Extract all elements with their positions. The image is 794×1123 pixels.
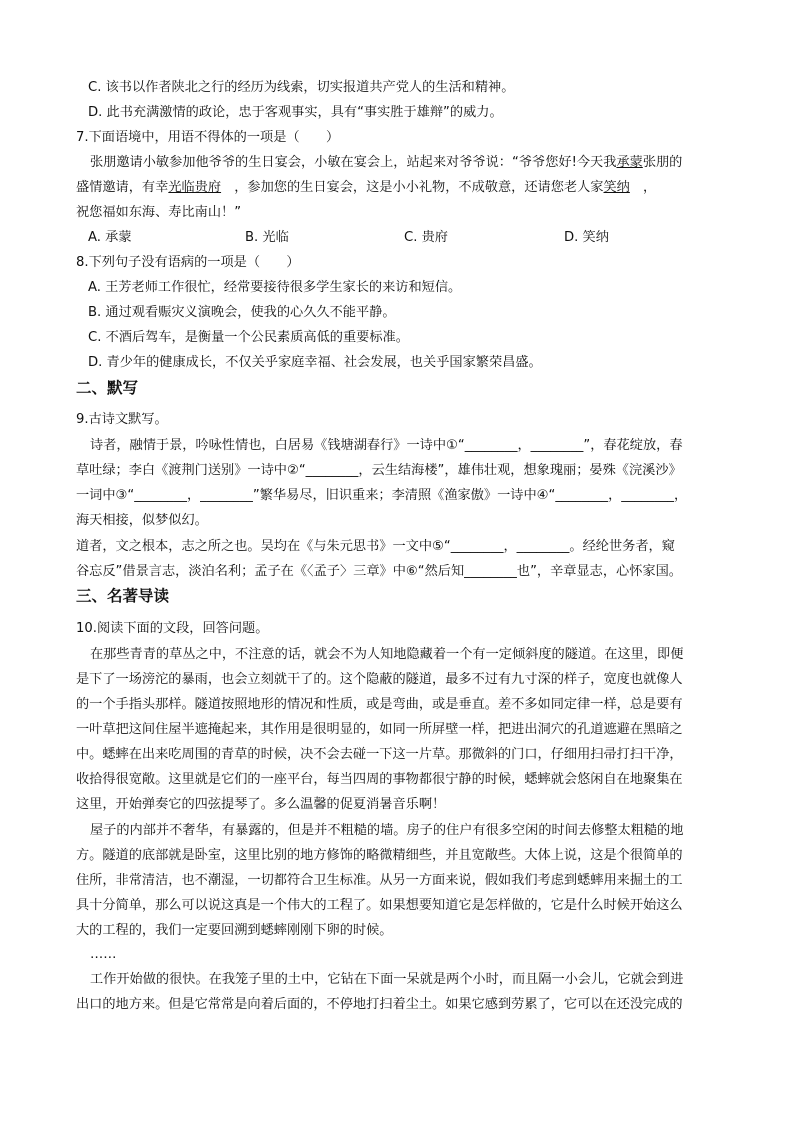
passage-line: 工作开始做的很快。在我笼子里的土中，它钻在下面一呆就是两个小时，而且隔一小会儿，它就会到进 bbox=[90, 972, 684, 987]
q8-option-a: A. 王芳老师工作很忙，经常要接待很多学生家长的来访和短信。 bbox=[88, 280, 462, 295]
passage-ellipsis: …… bbox=[90, 947, 117, 962]
passage-line: 在那些青青的草丛之中，不注意的话，就会不为人知地隐藏着一个有一定倾斜度的隧道。在这里，即便 bbox=[90, 647, 684, 662]
q6-option-c: C. 该书以作者陕北之行的经历为线索，切实报道共产党人的生活和精神。 bbox=[88, 80, 515, 95]
q7-underlined-word: 笑纳 bbox=[603, 180, 630, 195]
q9-text-line: 道者，文之根本，志之所之也。吴均在《与朱元思书》一文中⑤“________，________。经纶世务者，窥 bbox=[76, 539, 675, 554]
q9-text-line: 诗者，融情于景，吟咏性情也，白居易《钱塘湖春行》一诗中①“________，________”，春花绽放，春 bbox=[90, 438, 683, 453]
q9-text-line: 一词中③“________，________”繁华易尽，旧识重来；李清照《渔家傲》一诗中④“________，________， bbox=[76, 488, 688, 503]
q7-context-text: ， bbox=[629, 180, 657, 195]
q7-context-text: 张朋邀请小敏参加他爷爷的生日宴会，小敏在宴会上，站起来对爷爷说：“爷爷您好!今天我 bbox=[90, 155, 617, 170]
q9-text-line: 谷忘反”借景言志，淡泊名利；孟子在《〈孟子〉三章》中⑥“然后知________也”，辛章显志，心怀家国。 bbox=[76, 564, 682, 579]
passage-line: 具十分简单，那么可以说这真是一个伟大的工程了。如果想要知道它是怎样做的，它是什么时候开始这么 bbox=[76, 898, 683, 913]
q7-context-line-3: 祝您福如东海、寿比南山！” bbox=[76, 205, 242, 220]
q8-option-d: D. 青少年的健康成长，不仅关乎家庭幸福、社会发展，也关乎国家繁荣昌盛。 bbox=[88, 355, 542, 370]
q7-context-text: 盛情邀请，有幸 bbox=[76, 180, 169, 195]
q7-underlined-word: 承蒙 bbox=[616, 155, 643, 170]
q10-stem: 10.阅读下面的文段，回答问题。 bbox=[76, 621, 269, 636]
q8-stem: 8.下列句子没有语病的一项是（ ） bbox=[76, 255, 300, 270]
q7-stem: 7.下面语境中，用语不得体的一项是（ ） bbox=[76, 130, 340, 145]
q7-underlined-word: 光临贵府 bbox=[168, 180, 222, 195]
q7-context-line-1 bbox=[90, 153, 682, 173]
q9-text-line: 海天相接，似梦似幻。 bbox=[76, 513, 208, 528]
passage-line: 大的工程的，我们一定要回溯到蟋蟀刚刚下卵的时候。 bbox=[76, 923, 393, 938]
passage-line: 出口的地方来。但是它常常是向着后面的，不停地打扫着尘土。如果它感到劳累了，它可以在还没完成的 bbox=[76, 997, 683, 1012]
q7-option-d: D. 笑纳 bbox=[564, 230, 609, 245]
passage-line: 中。蟋蟀在出来吃周围的青草的时候，决不会去碰一下这一片草。那微斜的门口，仔细用扫帚打扫干净， bbox=[76, 747, 683, 762]
passage-line: 一叶草把这间住屋半遮掩起来，其作用是很明显的，如同一所屏壁一样，把进出洞穴的孔道遮避在黑暗之 bbox=[76, 722, 683, 737]
q9-stem: 9.古诗文默写。 bbox=[76, 412, 168, 427]
q7-options bbox=[88, 228, 688, 248]
q8-option-c: C. 不酒后驾车，是衡量一个公民素质高低的重要标准。 bbox=[88, 330, 409, 345]
passage-line: 方。隧道的底部就是卧室，这里比别的地方修饰的略微精细些，并且宽敞些。大体上说，这是个很简单的 bbox=[76, 848, 683, 863]
q9-text-line: 草吐绿；李白《渡荆门送别》一诗中②“________，云生结海楼”，雄伟壮观，想象瑰丽；晏殊《浣溪沙》 bbox=[76, 463, 682, 478]
section-3-title: 三、名著导读 bbox=[76, 587, 170, 605]
q7-context-line-2 bbox=[76, 178, 656, 198]
passage-line: 屋子的内部并不奢华，有暴露的，但是并不粗糙的墙。房子的住户有很多空闲的时间去修整太粗糙的地 bbox=[90, 823, 684, 838]
passage-line: 这里，开始弹奏它的四弦提琴了。多么温馨的促夏消暑音乐啊！ bbox=[76, 797, 446, 812]
q7-context-text: 张朋的 bbox=[642, 155, 683, 170]
passage-line: 的一个手指头那样。隧道按照地形的情况和性质，或是弯曲，或是垂直。差不多如同定律一样，总是要有 bbox=[76, 697, 683, 712]
q7-option-b: B. 光临 bbox=[245, 230, 289, 245]
q7-context-text: ，参加您的生日宴会，这是小小礼物，不成敬意，还请您老人家 bbox=[221, 180, 604, 195]
q8-option-b: B. 通过观看赈灾义演晚会，使我的心久久不能平静。 bbox=[88, 305, 396, 320]
q7-option-c: C. 贵府 bbox=[404, 230, 448, 245]
passage-line: 是下了一场滂沱的暴雨，也会立刻就干了的。这个隐蔽的隧道，最多不过有九寸深的样子，宽度也就像人 bbox=[76, 672, 683, 687]
passage-line: 住所，非常清洁，也不潮湿，一切都符合卫生标准。从另一方面来说，假如我们考虑到蟋蟀用来掘土的工 bbox=[76, 873, 683, 888]
passage-line: 收拾得很宽敞。这里就是它们的一座平台，每当四周的事物都很宁静的时候，蟋蟀就会悠闲自在地聚集在 bbox=[76, 772, 683, 787]
q6-option-d: D. 此书充满激情的政论，忠于客观事实，具有“事实胜于雄辩”的威力。 bbox=[88, 105, 503, 120]
section-2-title: 二、默写 bbox=[76, 379, 139, 397]
q7-option-a: A. 承蒙 bbox=[88, 230, 132, 245]
